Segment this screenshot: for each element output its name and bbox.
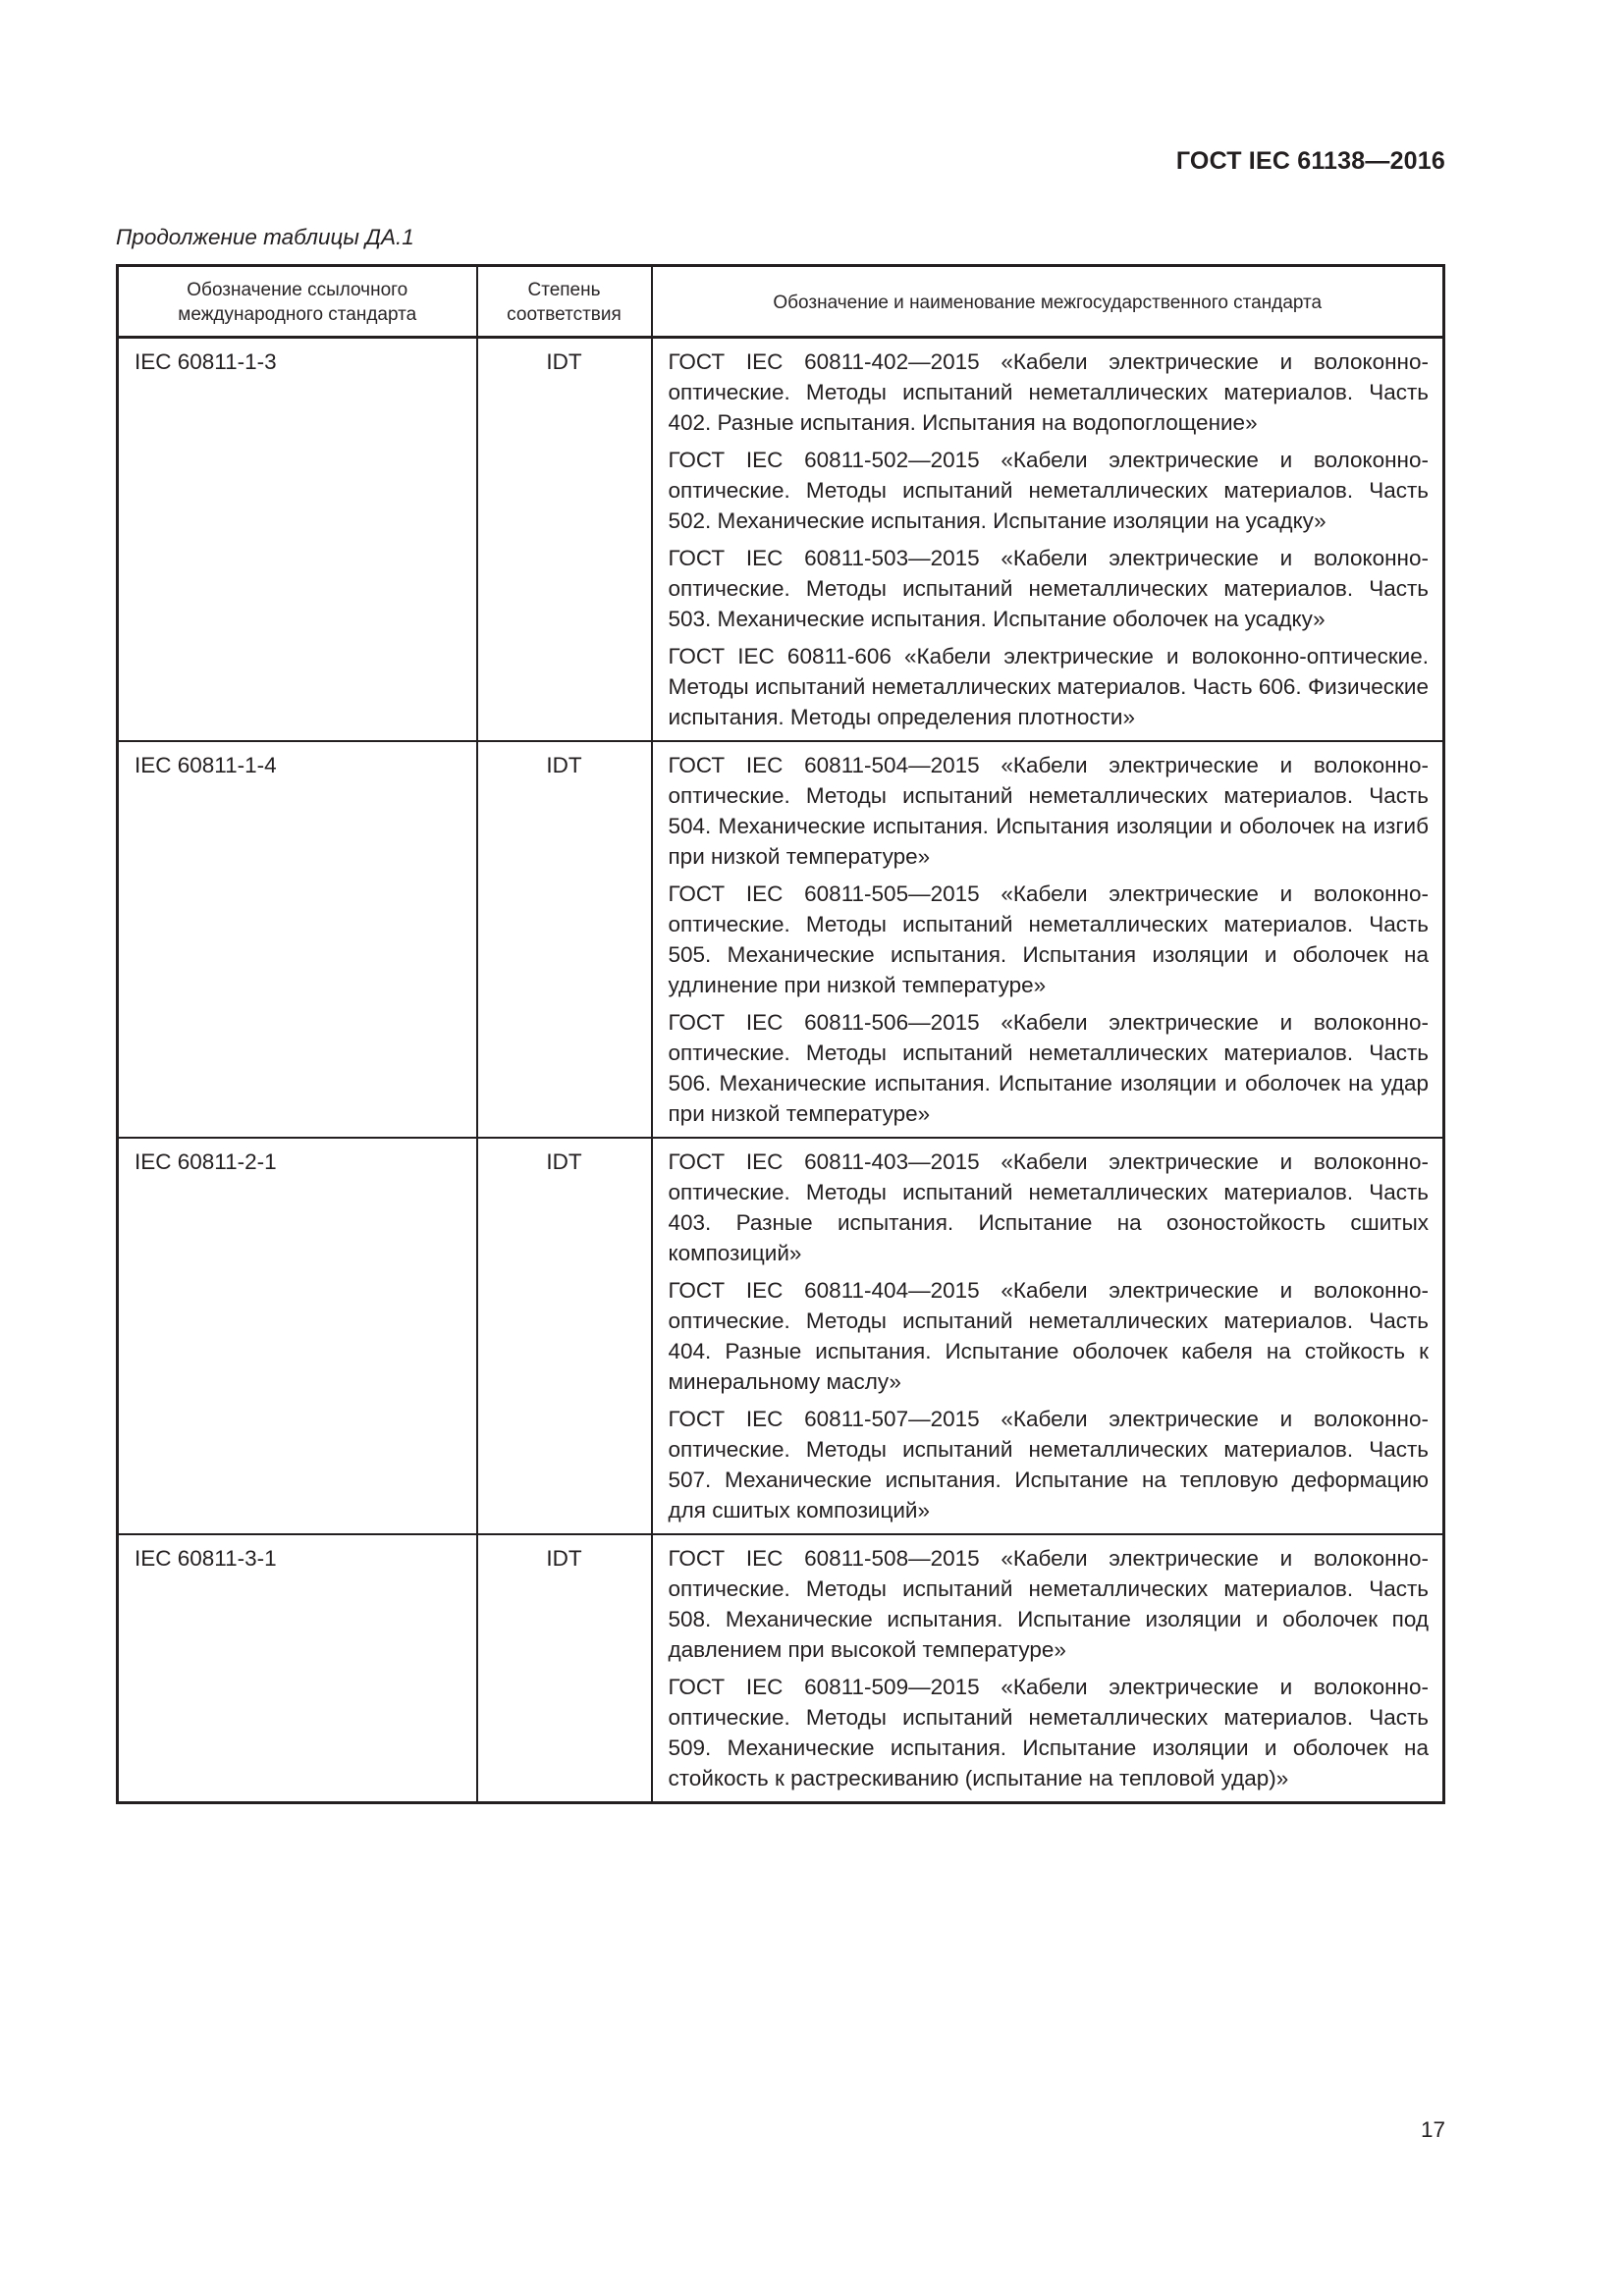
interstate-standard-entry: ГОСТ IEC 60811-508—2015 «Кабели электрические и волоконно-оптические. Методы испытаний неметаллических материалов. Часть 508. Механические испытания. Испытание изоляции и оболочек под давлением при высокой температуре» (668, 1546, 1429, 1662)
reference-standard-cell: IEC 60811-1-4 (118, 741, 477, 1138)
table-header (118, 266, 1444, 338)
table-row (118, 1534, 1444, 1803)
table-header-row (118, 266, 1444, 338)
table-body (118, 338, 1444, 1803)
degree-of-conformity-cell: IDT (477, 1138, 652, 1534)
standards-table (116, 264, 1445, 1804)
interstate-standard-entry: ГОСТ IEC 60811-402—2015 «Кабели электрические и волоконно-оптические. Методы испытаний неметаллических материалов. Часть 402. Разные испытания. Испытания на водопоглощение» (668, 349, 1429, 435)
page-number: 17 (1420, 2117, 1445, 2142)
table-row (118, 1138, 1444, 1534)
reference-standard-cell: IEC 60811-1-3 (118, 338, 477, 742)
interstate-standard-entry: ГОСТ IEC 60811-506—2015 «Кабели электрические и волоконно-оптические. Методы испытаний неметаллических материалов. Часть 506. Механические испытания. Испытание изоляции и оболочек на удар при низкой температуре» (668, 1010, 1429, 1126)
interstate-standard-entry: ГОСТ IEC 60811-502—2015 «Кабели электрические и волоконно-оптические. Методы испытаний неметаллических материалов. Часть 502. Механические испытания. Испытание изоляции на усадку» (668, 448, 1429, 533)
degree-of-conformity-cell: IDT (477, 338, 652, 742)
degree-of-conformity-cell: IDT (477, 741, 652, 1138)
reference-standard-cell: IEC 60811-3-1 (118, 1534, 477, 1803)
column-header-reference: Обозначение ссылочного международного стандарта (118, 266, 477, 338)
degree-of-conformity-cell: IDT (477, 1534, 652, 1803)
interstate-standard-entry: ГОСТ IEC 60811-507—2015 «Кабели электрические и волоконно-оптические. Методы испытаний неметаллических материалов. Часть 507. Механические испытания. Испытание на тепловую деформацию для сшитых композиций» (668, 1407, 1429, 1522)
interstate-standard-entry: ГОСТ IEC 60811-504—2015 «Кабели электрические и волоконно-оптические. Методы испытаний неметаллических материалов. Часть 504. Механические испытания. Испытания изоляции и оболочек на изгиб при низкой температуре» (668, 753, 1429, 869)
table-row (118, 741, 1444, 1138)
reference-standard-cell: IEC 60811-2-1 (118, 1138, 477, 1534)
interstate-standard-entry: ГОСТ IEC 60811-606 «Кабели электрические и волоконно-оптические. Методы испытаний неметаллических материалов. Часть 606. Физические испытания. Методы определения плотности» (668, 644, 1429, 729)
interstate-standard-cell (652, 1534, 1444, 1803)
interstate-standard-entry: ГОСТ IEC 60811-505—2015 «Кабели электрические и волоконно-оптические. Методы испытаний неметаллических материалов. Часть 505. Механические испытания. Испытания изоляции и оболочек на удлинение при низкой температуре» (668, 881, 1429, 997)
table-row (118, 338, 1444, 742)
table-caption: Продолжение таблицы ДА.1 (116, 225, 414, 249)
interstate-standard-cell (652, 741, 1444, 1138)
column-header-standard: Обозначение и наименование межгосударственного стандарта (652, 266, 1444, 338)
standards-table-container (116, 264, 1445, 1804)
interstate-standard-entry: ГОСТ IEC 60811-403—2015 «Кабели электрические и волоконно-оптические. Методы испытаний неметаллических материалов. Часть 403. Разные испытания. Испытание на озоностойкость сшитых композиций» (668, 1149, 1429, 1265)
interstate-standard-entry: ГОСТ IEC 60811-509—2015 «Кабели электрические и волоконно-оптические. Методы испытаний неметаллических материалов. Часть 509. Механические испытания. Испытание изоляции и оболочек на стойкость к растрескиванию (испытание на тепловой удар)» (668, 1675, 1429, 1790)
interstate-standard-entry: ГОСТ IEC 60811-503—2015 «Кабели электрические и волоконно-оптические. Методы испытаний неметаллических материалов. Часть 503. Механические испытания. Испытание оболочек на усадку» (668, 546, 1429, 631)
column-header-degree: Степень соответствия (477, 266, 652, 338)
interstate-standard-cell (652, 338, 1444, 742)
document-code-header: ГОСТ IEC 61138—2016 (1175, 147, 1445, 175)
interstate-standard-cell (652, 1138, 1444, 1534)
interstate-standard-entry: ГОСТ IEC 60811-404—2015 «Кабели электрические и волоконно-оптические. Методы испытаний неметаллических материалов. Часть 404. Разные испытания. Испытание оболочек кабеля на стойкость к минеральному маслу» (668, 1278, 1429, 1394)
